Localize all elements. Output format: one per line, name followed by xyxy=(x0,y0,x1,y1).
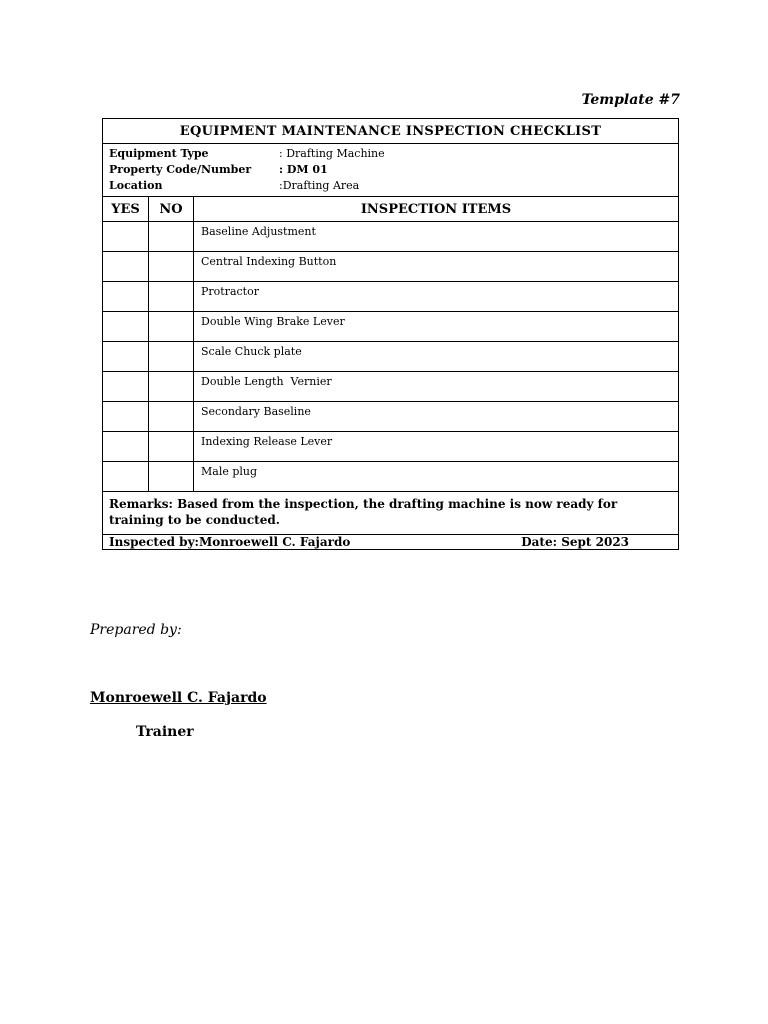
checklist-title: EQUIPMENT MAINTENANCE INSPECTION CHECKLIST xyxy=(103,119,679,144)
table-row xyxy=(103,222,679,252)
property-code-label: Property Code/Number xyxy=(109,163,252,176)
property-code-value: : DM 01 xyxy=(279,163,328,176)
inspection-item: Double Length Vernier xyxy=(194,372,679,402)
yes-checkbox-cell[interactable] xyxy=(103,402,149,432)
table-row xyxy=(103,312,679,342)
preparer-name: Monroewell C. Fajardo xyxy=(90,690,267,706)
equipment-type-value: : Drafting Machine xyxy=(279,147,385,160)
inspection-item: Protractor xyxy=(194,282,679,312)
header-row xyxy=(103,197,679,222)
inspection-footer xyxy=(103,535,679,550)
yes-checkbox-cell[interactable] xyxy=(103,372,149,402)
no-checkbox-cell[interactable] xyxy=(149,402,194,432)
equipment-type-label: Equipment Type xyxy=(109,147,209,160)
table-row xyxy=(103,342,679,372)
no-checkbox-cell[interactable] xyxy=(149,372,194,402)
yes-checkbox-cell[interactable] xyxy=(103,222,149,252)
template-label: Template #7 xyxy=(581,92,680,108)
footer-row xyxy=(103,535,679,550)
inspection-item: Secondary Baseline xyxy=(194,402,679,432)
table-row xyxy=(103,252,679,282)
inspection-item: Baseline Adjustment xyxy=(194,222,679,252)
no-checkbox-cell[interactable] xyxy=(149,252,194,282)
remarks-row xyxy=(103,492,679,535)
inspection-item: Central Indexing Button xyxy=(194,252,679,282)
table-row xyxy=(103,432,679,462)
remarks: Remarks: Based from the inspection, the drafting machine is now ready for training to be conducted. xyxy=(103,492,679,535)
inspection-item: Indexing Release Lever xyxy=(194,432,679,462)
property-code-row xyxy=(109,162,678,178)
no-checkbox-cell[interactable] xyxy=(149,462,194,492)
title-row xyxy=(103,119,679,144)
yes-checkbox-cell[interactable] xyxy=(103,432,149,462)
yes-checkbox-cell[interactable] xyxy=(103,282,149,312)
equipment-type-row xyxy=(109,146,678,162)
table-row xyxy=(103,282,679,312)
yes-checkbox-cell[interactable] xyxy=(103,312,149,342)
inspected-by: Inspected by:Monroewell C. Fajardo xyxy=(109,535,351,549)
yes-checkbox-cell[interactable] xyxy=(103,342,149,372)
inspection-item: Double Wing Brake Lever xyxy=(194,312,679,342)
inspection-checklist-table xyxy=(102,118,679,550)
location-row xyxy=(109,178,678,194)
location-value: :Drafting Area xyxy=(279,179,360,192)
no-checkbox-cell[interactable] xyxy=(149,222,194,252)
yes-header: YES xyxy=(103,197,149,222)
no-checkbox-cell[interactable] xyxy=(149,282,194,312)
no-checkbox-cell[interactable] xyxy=(149,432,194,462)
yes-checkbox-cell[interactable] xyxy=(103,462,149,492)
table-row xyxy=(103,402,679,432)
info-row xyxy=(103,144,679,197)
location-label: Location xyxy=(109,179,163,192)
inspection-item: Male plug xyxy=(194,462,679,492)
no-checkbox-cell[interactable] xyxy=(149,312,194,342)
table-row xyxy=(103,372,679,402)
table-row xyxy=(103,462,679,492)
preparer-role: Trainer xyxy=(136,724,194,740)
prepared-by-label: Prepared by: xyxy=(90,622,182,638)
inspection-date: Date: Sept 2023 xyxy=(521,535,630,549)
inspection-item: Scale Chuck plate xyxy=(194,342,679,372)
inspection-items-header: INSPECTION ITEMS xyxy=(194,197,679,222)
equipment-info xyxy=(103,144,679,197)
yes-checkbox-cell[interactable] xyxy=(103,252,149,282)
no-checkbox-cell[interactable] xyxy=(149,342,194,372)
no-header: NO xyxy=(149,197,194,222)
